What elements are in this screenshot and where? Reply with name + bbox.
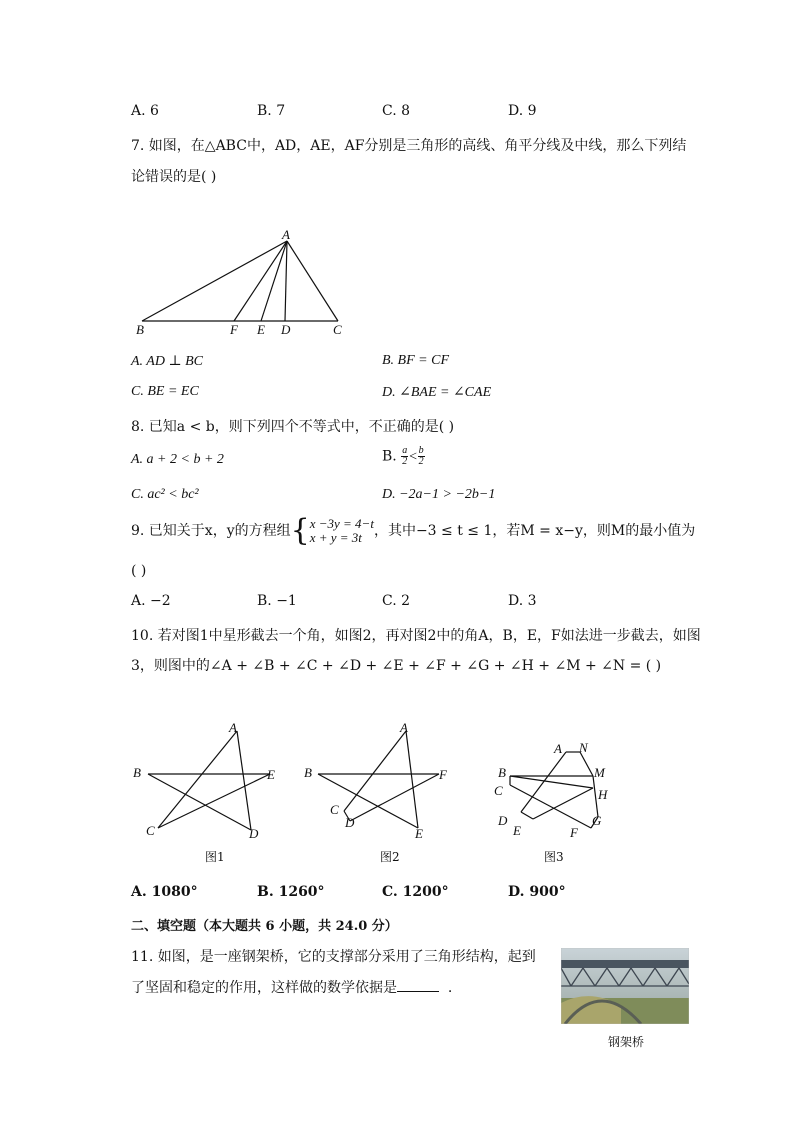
fig2-label-b: B [304, 765, 312, 780]
q9-stem-line1 [131, 513, 696, 548]
fig2-label-f: F [439, 767, 447, 782]
q9-option-b[interactable]: B. −1 [257, 593, 297, 609]
q10-option-d[interactable]: D. 900° [508, 884, 566, 900]
fig1-label-b: B [133, 765, 141, 780]
q10-stem-line1: 10. 若对图1中星形截去一个角，如图2，再对图2中的角A，B，E，F如法进一步截去，如图 [131, 628, 701, 644]
q7-option-d[interactable]: D. ∠BAE = ∠CAE [382, 385, 492, 400]
q11-answer-blank[interactable] [397, 979, 439, 992]
q11-line2-text: 了坚固和稳定的作用，这样做的数学依据是 [131, 980, 397, 996]
photo-caption: 钢架桥 [608, 1035, 645, 1049]
fig3-label-n: N [579, 740, 588, 755]
fig3-label-f: F [570, 825, 578, 840]
label-d: D [281, 322, 291, 337]
q10-stem-line2: 3，则图中的∠A + ∠B + ∠C + ∠D + ∠E + ∠F + ∠G + ∠H + ∠M + ∠N = ( ) [131, 658, 662, 674]
fig1-label-d: D [249, 826, 259, 841]
q10-option-a[interactable]: A. 1080° [131, 884, 198, 900]
equation-system [310, 517, 374, 545]
q10-figure-3 [488, 735, 628, 870]
label-f: F [230, 322, 238, 337]
q7-option-b[interactable]: B. BF = CF [382, 353, 449, 368]
fig1-caption: 图1 [205, 850, 225, 864]
fig3-label-c: C [494, 783, 503, 798]
q11-stem-line1: 11. 如图，是一座钢架桥，它的支撑部分采用了三角形结构，起到 [131, 949, 536, 965]
equation-2: x + y = 3t [309, 530, 362, 545]
q7-option-a[interactable]: A. AD ⊥ BC [131, 354, 204, 369]
fig3-label-g: G [592, 813, 602, 828]
q7-stem-line1: 7. 如图，在△ABC中，AD，AE，AF分别是三角形的高线、角平分线及中线，那么下列结 [131, 138, 687, 154]
q10-figure-1 [130, 715, 290, 870]
fraction-b-over-2: $\frac{b}{2}$ [418, 445, 424, 467]
label-a: A [282, 228, 290, 242]
q9-option-d[interactable]: D. 3 [508, 593, 537, 609]
fig3-caption: 图3 [544, 850, 564, 864]
q8-option-a[interactable]: A. a + 2 < b + 2 [131, 452, 224, 467]
q11-stem-line2 [131, 977, 452, 997]
side-ac [287, 241, 338, 321]
q8-option-b[interactable] [382, 446, 425, 467]
fig3-label-h: H [598, 787, 608, 802]
section-heading-fill-in: 二、填空题（本大题共 6 小题，共 24.0 分） [131, 919, 398, 934]
fig2-label-a: A [400, 720, 408, 735]
fraction-a-over-2: $\frac{a}{2}$ [402, 445, 408, 467]
q6-option-a[interactable]: A. 6 [131, 103, 159, 119]
q7-stem-line2: 论错误的是( ) [131, 169, 217, 185]
altitude-ad [285, 241, 287, 321]
q7-option-c[interactable]: C. BE = EC [131, 384, 199, 399]
fig2-label-e: E [415, 826, 423, 841]
q6-option-b[interactable]: B. 7 [257, 103, 286, 119]
q8-stem: 8. 已知a < b，则下列四个不等式中，不正确的是( ) [131, 419, 455, 435]
fig3-label-a: A [554, 741, 562, 756]
q8-option-c[interactable]: C. ac² < bc² [131, 487, 199, 502]
fig3-label-m: M [594, 765, 605, 780]
q9-option-c[interactable]: C. 2 [382, 593, 411, 609]
q9-option-a[interactable]: A. −2 [131, 593, 171, 609]
fig1-label-a: A [229, 720, 237, 735]
system-brace: { [290, 513, 310, 548]
fig3-label-d: D [498, 813, 508, 828]
fig2-caption: 图2 [380, 850, 400, 864]
fig2-label-c: C [330, 802, 339, 817]
q11-line2-end: . [447, 980, 453, 996]
label-c: C [333, 322, 342, 337]
label-b: B [136, 322, 144, 337]
equation-1: x −3y = 4−t [309, 516, 374, 531]
fig2-label-d: D [345, 815, 355, 830]
q10-option-c[interactable]: C. 1200° [382, 884, 449, 900]
fig3-label-e: E [513, 823, 521, 838]
q10-figure-2 [300, 715, 460, 870]
label-e: E [257, 322, 265, 337]
q8-option-d[interactable]: D. −2a−1 > −2b−1 [382, 487, 496, 502]
less-than-sign: < [408, 449, 418, 465]
fig1-label-c: C [146, 823, 155, 838]
q8-option-b-prefix: B. [382, 448, 397, 465]
q7-triangle-figure [130, 228, 360, 338]
median-af [234, 241, 287, 321]
q9-stem-line2: ( ) [131, 563, 147, 579]
fig1-label-e: E [267, 767, 275, 782]
q9-suffix: ，其中−3 ≤ t ≤ 1，若M = x−y，则M的最小值为 [373, 523, 696, 539]
q6-option-d[interactable]: D. 9 [508, 103, 537, 119]
steel-bridge-photo [561, 948, 689, 1024]
q9-prefix: 9. 已知关于x，y的方程组 [131, 523, 291, 539]
fig3-label-b: B [498, 765, 506, 780]
q6-option-c[interactable]: C. 8 [382, 103, 411, 119]
q10-option-b[interactable]: B. 1260° [257, 884, 325, 900]
